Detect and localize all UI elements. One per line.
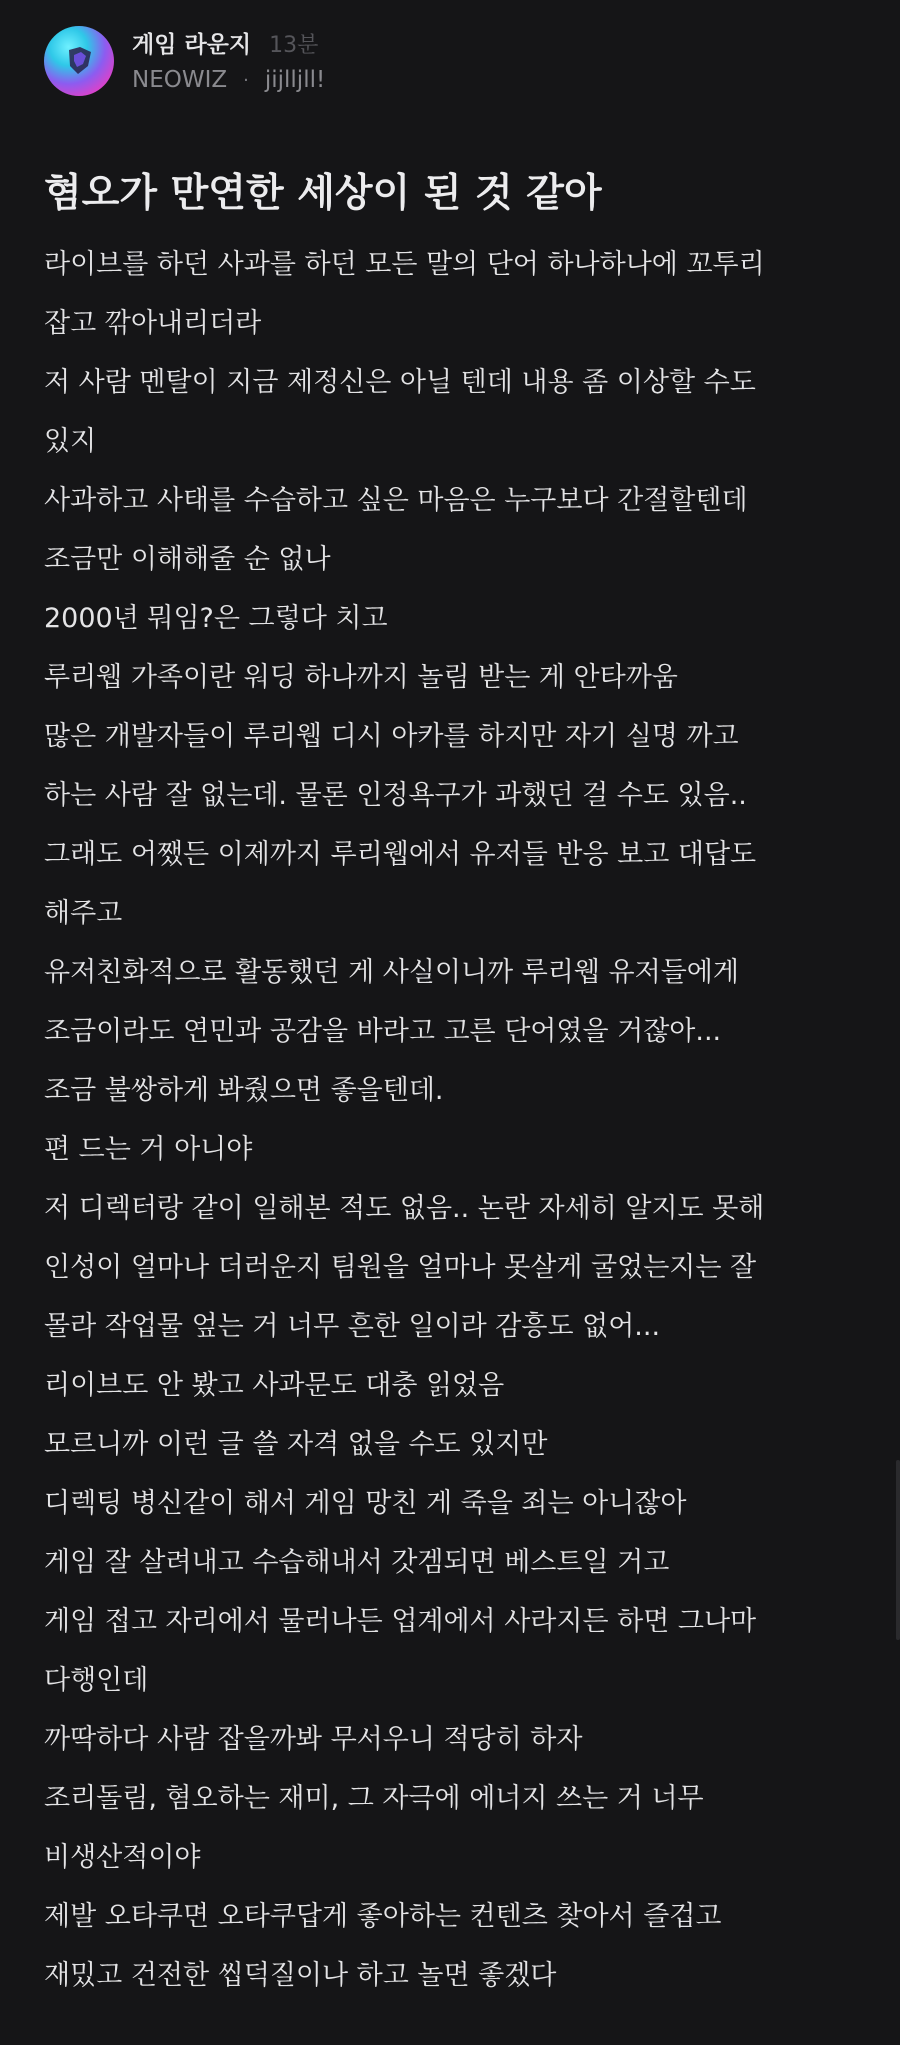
post-body-line: 게임 잘 살려내고 수습해내서 갓겜되면 베스트일 거고: [44, 1547, 670, 1578]
post-body-line: 사과하고 사태를 수습하고 싶은 마음은 누구보다 간절할텐데: [44, 485, 748, 516]
post-title: 혐오가 만연한 세상이 된 것 같아: [44, 171, 602, 216]
post-meta: [132, 64, 325, 96]
scrollbar-thumb[interactable]: [896, 1460, 900, 1640]
meta-separator: ·: [243, 69, 249, 91]
post-body-line: 조금 불쌍하게 봐줬으면 좋을텐데.: [44, 1075, 444, 1106]
post-body-line: 몰라 작업물 엎는 거 너무 흔한 일이라 감흥도 없어...: [44, 1311, 661, 1342]
post-body-line: 있지: [44, 426, 97, 457]
post-body-line: 라이브를 하던 사과를 하던 모든 말의 단어 하나하나에 꼬투리: [44, 249, 765, 280]
post-body-line: 조금만 이해해줄 순 없나: [44, 544, 331, 575]
post-body-line: 저 디렉터랑 같이 일해본 적도 없음.. 논란 자세히 알지도 못해: [44, 1193, 765, 1224]
post-body-line: 저 사람 멘탈이 지금 제정신은 아닐 텐데 내용 좀 이상할 수도: [44, 367, 756, 398]
post-body-line: 인성이 얼마나 더러운지 팀원을 얼마나 못살게 굴었는지는 잘: [44, 1252, 757, 1283]
post-body-line: 디렉팅 병신같이 해서 게임 망친 게 죽을 죄는 아니잖아: [44, 1488, 687, 1519]
post-body-line: 잡고 깎아내리더라: [44, 308, 262, 339]
post-body-line: 2000년 뭐임?은 그렇다 치고: [44, 603, 388, 634]
channel-name[interactable]: 게임 라운지: [132, 32, 252, 58]
post-body-line: 해주고: [44, 898, 123, 929]
post-body-line: 재밌고 건전한 씹덕질이나 하고 놀면 좋겠다: [44, 1960, 557, 1991]
post-body-line: 그래도 어쨌든 이제까지 루리웹에서 유저들 반응 보고 대답도: [44, 839, 757, 870]
post-body-line: 조리돌림, 혐오하는 재미, 그 자극에 에너지 쓰는 거 너무: [44, 1783, 704, 1814]
post-body-line: 비생산적이야: [44, 1842, 201, 1873]
post-body-line: 조금이라도 연민과 공감을 바라고 고른 단어였을 거잖아...: [44, 1016, 722, 1047]
source-label: NEOWIZ: [132, 67, 228, 93]
post-time: 13분: [269, 33, 319, 58]
post-body-line: 다행인데: [44, 1665, 149, 1696]
post-body-line: 하는 사람 잘 없는데. 물론 인정욕구가 과했던 걸 수도 있음..: [44, 780, 747, 811]
channel-avatar[interactable]: [44, 26, 114, 96]
neowiz-logo-icon: [66, 46, 94, 76]
post-body-line: 많은 개발자들이 루리웹 디시 아카를 하지만 자기 실명 까고: [44, 721, 739, 752]
post-body-line: 편 드는 거 아니야: [44, 1134, 253, 1165]
post-body-line: 리이브도 안 봤고 사과문도 대충 읽었음: [44, 1370, 505, 1401]
post-body-line: 유저친화적으로 활동했던 게 사실이니까 루리웹 유저들에게: [44, 957, 739, 988]
post-body-line: 루리웹 가족이란 워딩 하나까지 놀림 받는 게 안타까움: [44, 662, 678, 693]
post-body-line: 까딱하다 사람 잡을까봐 무서우니 적당히 하자: [44, 1724, 583, 1755]
author-name[interactable]: jijlljll!: [264, 67, 326, 93]
post-body-line: 게임 접고 자리에서 물러나든 업계에서 사라지든 하면 그나마: [44, 1606, 757, 1637]
channel-line: [132, 26, 318, 60]
post-body: [44, 240, 864, 2010]
post-body-line: 제발 오타쿠면 오타쿠답게 좋아하는 컨텐츠 찾아서 즐겁고: [44, 1901, 722, 1932]
post-header: [44, 26, 844, 100]
post-body-line: 모르니까 이런 글 쓸 자격 없을 수도 있지만: [44, 1429, 548, 1460]
